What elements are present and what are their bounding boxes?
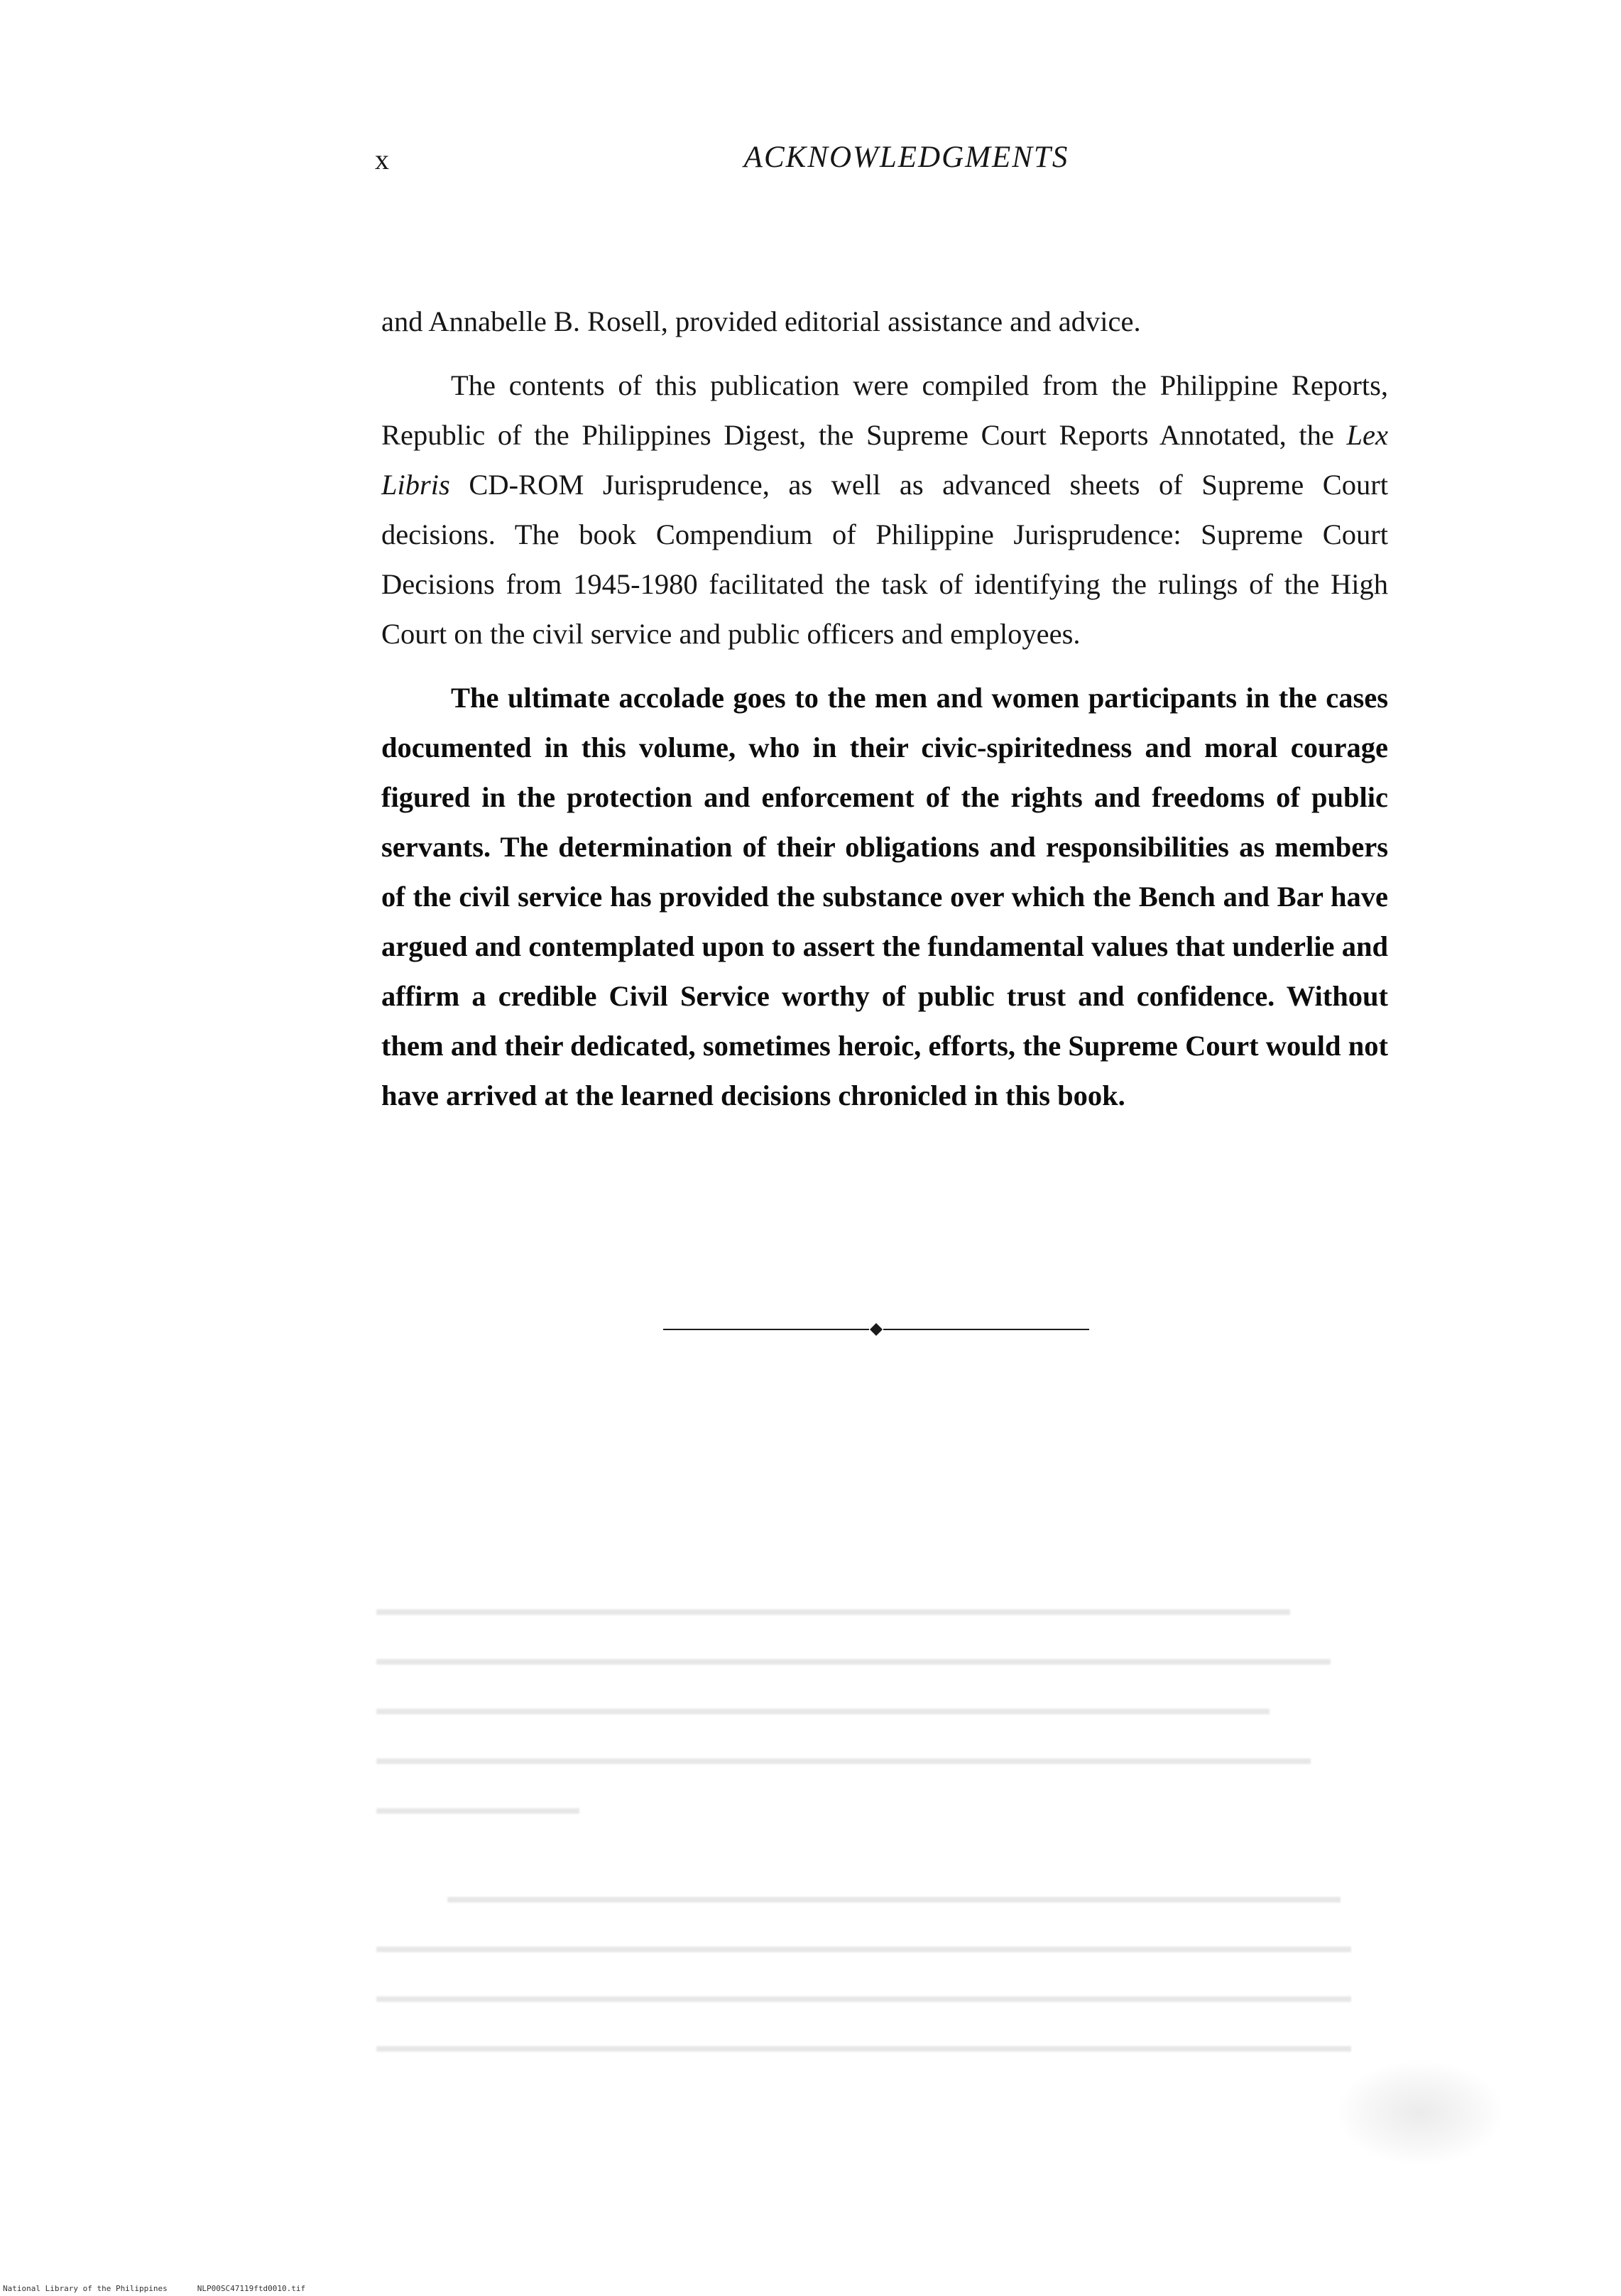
- body-text: [381, 297, 1388, 1135]
- paragraph-sources: [381, 361, 1388, 659]
- diamond-icon: [869, 1322, 883, 1337]
- scan-smudge: [1335, 2060, 1505, 2166]
- bleed-through-shadow: [376, 1538, 1392, 1836]
- scan-footer: [3, 2285, 305, 2292]
- paragraph-sources-text-1: The contents of this publication were compiled from the Philippine Reports, Republic of the Philippines Digest, the Supreme Court Reports Annotated, the: [381, 369, 1388, 451]
- paragraph-continued: and Annabelle B. Rosell, provided editorial assistance and advice.: [381, 305, 1141, 337]
- paragraph-sources-text-2: CD-ROM Jurisprudence, as well as advanced sheets of Supreme Court decisions. The book Compendium of Philippine Jurisprudence: Supreme Court Decisions from 1945-1980 facilitated the task of identifying the rulings of the High Court on the civil service and public officers and employees.: [381, 469, 1388, 650]
- ornament-rule-right: [883, 1329, 1089, 1330]
- paragraph-accolade: The ultimate accolade goes to the men and women participants in the cases documented in this volume, who in their civic-spiritedness and moral courage figured in the protection and enforcement of the rights and freedoms of public servants. The determination of their obligations and responsibilities as members of the civil service has provided the substance over which the Bench and Bar have argued and contemplated upon to assert the fundamental values that underlie and affirm a credible Civil Service worthy of public trust and confidence. Without them and their dedicated, sometimes heroic, efforts, the Supreme Court would not have arrived at the learned decisions chronicled in this book.: [381, 682, 1388, 1111]
- running-head: ACKNOWLEDGMENTS: [743, 141, 1069, 174]
- ornament-rule-left: [663, 1329, 869, 1330]
- footer-file-name: NLP00SC47119ftd0010.tif: [197, 2284, 306, 2293]
- footer-source: National Library of the Philippines: [3, 2284, 168, 2293]
- lex-libris-title: Lex Libris: [381, 419, 1388, 501]
- bleed-through-shadow-lower: [376, 1875, 1392, 2074]
- page-number: x: [375, 143, 389, 175]
- section-end-ornament: [663, 1322, 1089, 1337]
